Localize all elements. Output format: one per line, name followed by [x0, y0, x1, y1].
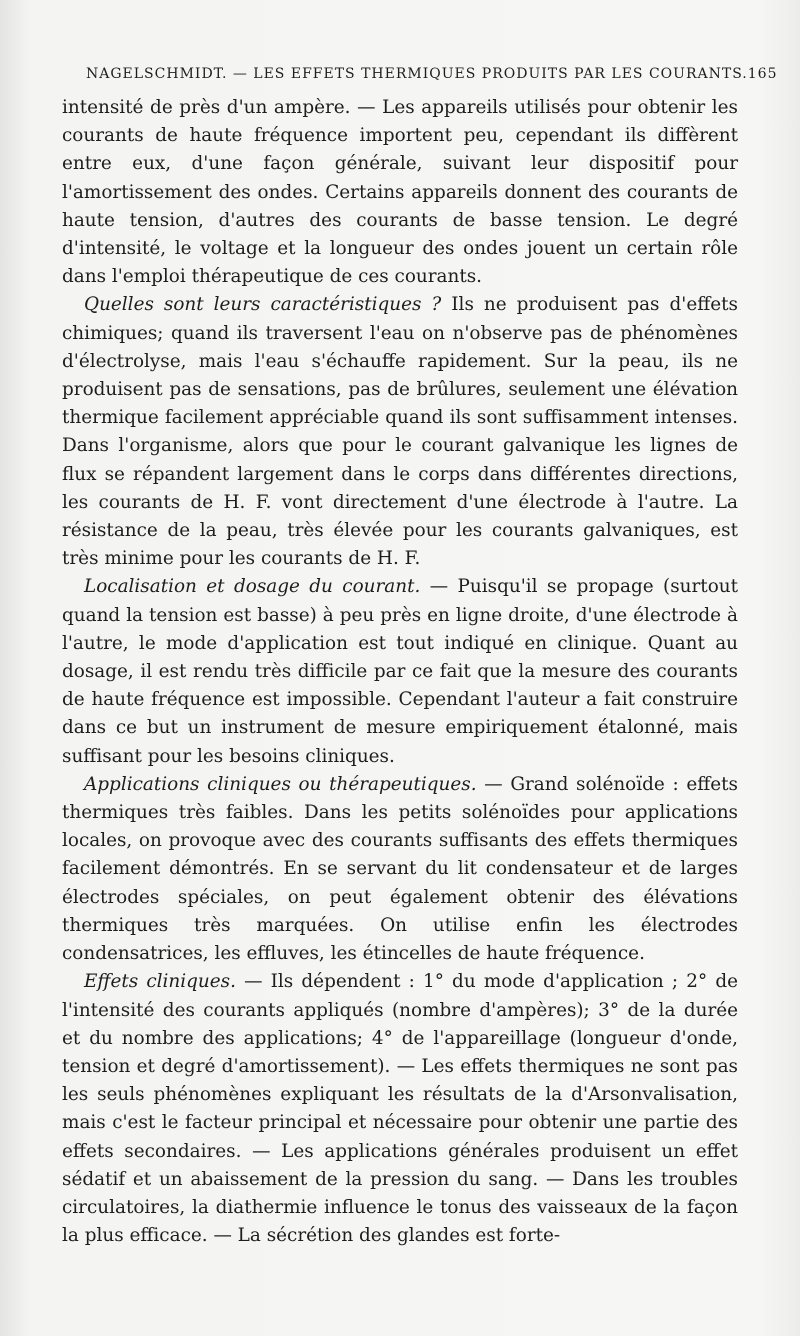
running-title: NAGELSCHMIDT. — LES EFFETS THERMIQUES PRODUITS PAR LES COURANTS. — [86, 66, 748, 82]
paragraph-3-text: — Puisqu'il se propage (surtout quand la tension est basse) à peu près en ligne droite, d'une électrode à l'autre, le mode d'application est tout indiqué en clinique. Quant au dosage, il est rendu très difficile par ce fait que la mesure des courants de haute fréquence est impossible. Cependant l'auteur a fait construire dans ce but un instrument de mesure empiriquement étalonné, mais suffisant pour les besoins cliniques. — [62, 576, 739, 767]
paragraph-2 — [62, 291, 738, 573]
paragraph-2-heading: Quelles sont leurs caractéristiques ? — [84, 294, 452, 316]
paragraph-5-heading: Effets cliniques. — [84, 971, 245, 993]
body-text — [62, 94, 738, 1250]
paragraph-1-text: intensité de près d'un ampère. — Les appareils utilisés pour obtenir les courants de haute fréquence importent peu, cependant ils diffèrent entre eux, d'une façon générale, suivant leur dispositif pour l'amortissement des ondes. Certains appareils donnent des courants de haute tension, d'autres des courants de basse tension. Le degré d'intensité, le voltage et la longueur des ondes jouent un certain rôle dans l'emploi thérapeutique de ces courants. — [62, 97, 738, 288]
page-number: 165 — [747, 66, 778, 82]
paragraph-3 — [62, 573, 738, 770]
paragraph-5 — [62, 968, 738, 1250]
paragraph-3-heading: Localisation et dosage du courant. — [84, 576, 430, 598]
paragraph-4-heading: Applications cliniques ou thérapeutiques. — [84, 773, 485, 795]
paragraph-5-text: — Ils dépendent : 1° du mode d'application ; 2° de l'intensité des courants appliqués (nombre d'ampères); 3° de la durée et du nombre des applications; 4° de l'appareillage (longueur d'onde, tension et degré d'amortissement). — Les effets thermiques ne sont pas les seuls phénomènes expliquant les résultats de la d'Arsonvalisation, mais c'est le facteur principal et nécessaire pour obtenir une partie des effets secondaires. — Les applications générales produisent un effet sédatif et un abaissement de la pression du sang. — Dans les troubles circulatoires, la diathermie influence le tonus des vaisseaux de la façon la plus efficace. — La sécrétion des glandes est forte- — [62, 971, 738, 1247]
paragraph-1 — [62, 94, 738, 291]
running-header — [86, 66, 778, 82]
paragraph-4 — [62, 771, 738, 968]
paragraph-2-text: Ils ne produisent pas d'effets chimiques; quand ils traversent l'eau on n'observe pas de phénomènes d'électrolyse, mais l'eau s'échauffe rapidement. Sur la peau, ils ne produisent pas de sensations, pas de brûlures, seulement une élévation thermique facilement appréciable quand ils sont suffisamment intenses. Dans l'organisme, alors que pour le courant galvanique les lignes de flux se répandent largement dans le corps dans différentes directions, les courants de H. F. vont directement d'une électrode à l'autre. La résistance de la peau, très élevée pour les courants galvaniques, est très minime pour les courants de H. F. — [62, 294, 738, 570]
paragraph-4-text: — Grand solénoïde : effets thermiques très faibles. Dans les petits solénoïdes pour applications locales, on provoque avec des courants suffisants des effets thermiques facilement démontrés. En se servant du lit condensateur et de larges électrodes spéciales, on peut également obtenir des élévations thermiques très marquées. On utilise enfin les électrodes condensatrices, les effluves, les étincelles de haute fréquence. — [62, 773, 738, 965]
